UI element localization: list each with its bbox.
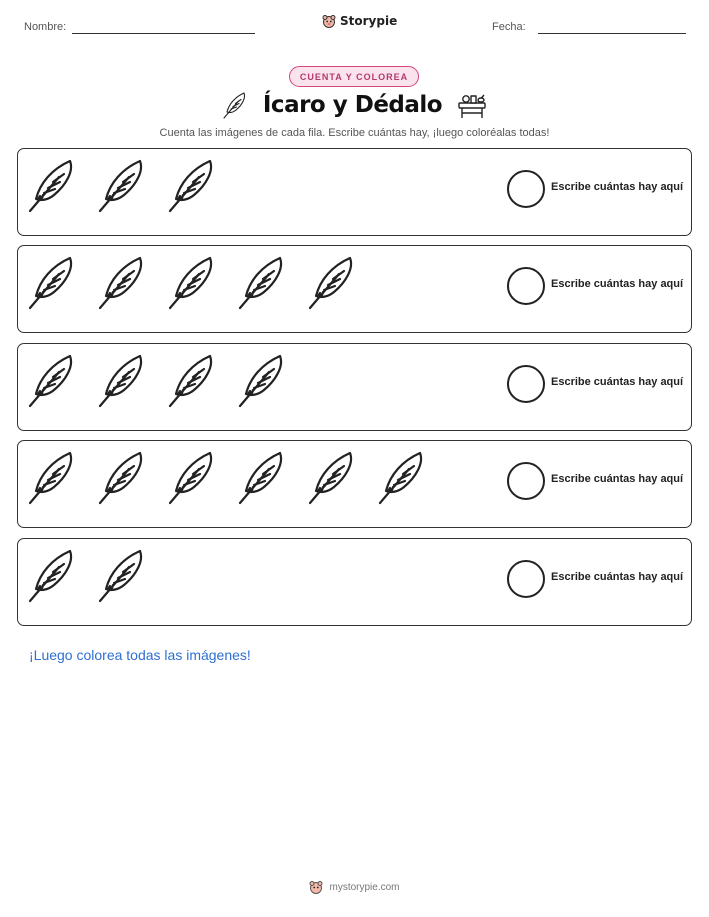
feather-icon[interactable] [26,350,78,410]
instructions: Cuenta las imágenes de cada fila. Escribe cuántas hay, ¡luego coloréalas todas! [159,127,550,139]
feather-icon[interactable] [96,545,148,605]
final-instruction: ¡Luego colorea todas las imágenes! [29,647,251,663]
feather-icon[interactable] [166,252,218,312]
feather-group [26,447,428,507]
feather-group [26,252,358,312]
feather-icon[interactable] [236,447,288,507]
count-row [17,440,692,528]
feather-icon[interactable] [236,350,288,410]
answer-circle[interactable] [507,267,545,305]
answer-label: Escribe cuántas hay aquí [551,473,684,485]
mascot-icon [322,14,336,28]
date-field[interactable] [538,33,686,34]
feather-icon[interactable] [96,350,148,410]
mascot-icon [309,880,323,894]
feather-group [26,155,218,215]
count-row [17,148,692,236]
workbench-icon [456,91,488,119]
feather-group [26,350,288,410]
page-title: Ícaro y Dédalo [262,92,443,118]
answer-label: Escribe cuántas hay aquí [551,278,684,290]
date-label: Fecha: [492,21,526,33]
title-row [0,90,709,120]
name-field[interactable] [72,33,255,34]
count-row [17,538,692,626]
answer-label: Escribe cuántas hay aquí [551,571,684,583]
feather-icon[interactable] [306,252,358,312]
feather-icon[interactable] [26,252,78,312]
brand-logo [322,14,397,28]
name-label: Nombre: [24,21,67,33]
feather-icon[interactable] [96,252,148,312]
feather-icon[interactable] [26,447,78,507]
feather-icon[interactable] [96,155,148,215]
feather-icon [221,90,249,120]
footer [0,880,709,894]
feather-icon[interactable] [236,252,288,312]
feather-group [26,545,148,605]
answer-circle[interactable] [507,560,545,598]
feather-icon[interactable] [96,447,148,507]
count-row [17,245,692,333]
feather-icon[interactable] [26,545,78,605]
brand-name: Storypie [340,14,398,28]
feather-icon[interactable] [166,447,218,507]
feather-icon[interactable] [166,155,218,215]
feather-icon[interactable] [166,350,218,410]
activity-badge: CUENTA Y COLOREA [289,66,419,87]
answer-label: Escribe cuántas hay aquí [551,376,684,388]
answer-label: Escribe cuántas hay aquí [551,181,684,193]
answer-circle[interactable] [507,170,545,208]
feather-icon[interactable] [376,447,428,507]
feather-icon[interactable] [26,155,78,215]
count-row [17,343,692,431]
footer-url[interactable]: mystorypie.com [329,881,400,893]
answer-circle[interactable] [507,365,545,403]
answer-circle[interactable] [507,462,545,500]
feather-icon[interactable] [306,447,358,507]
